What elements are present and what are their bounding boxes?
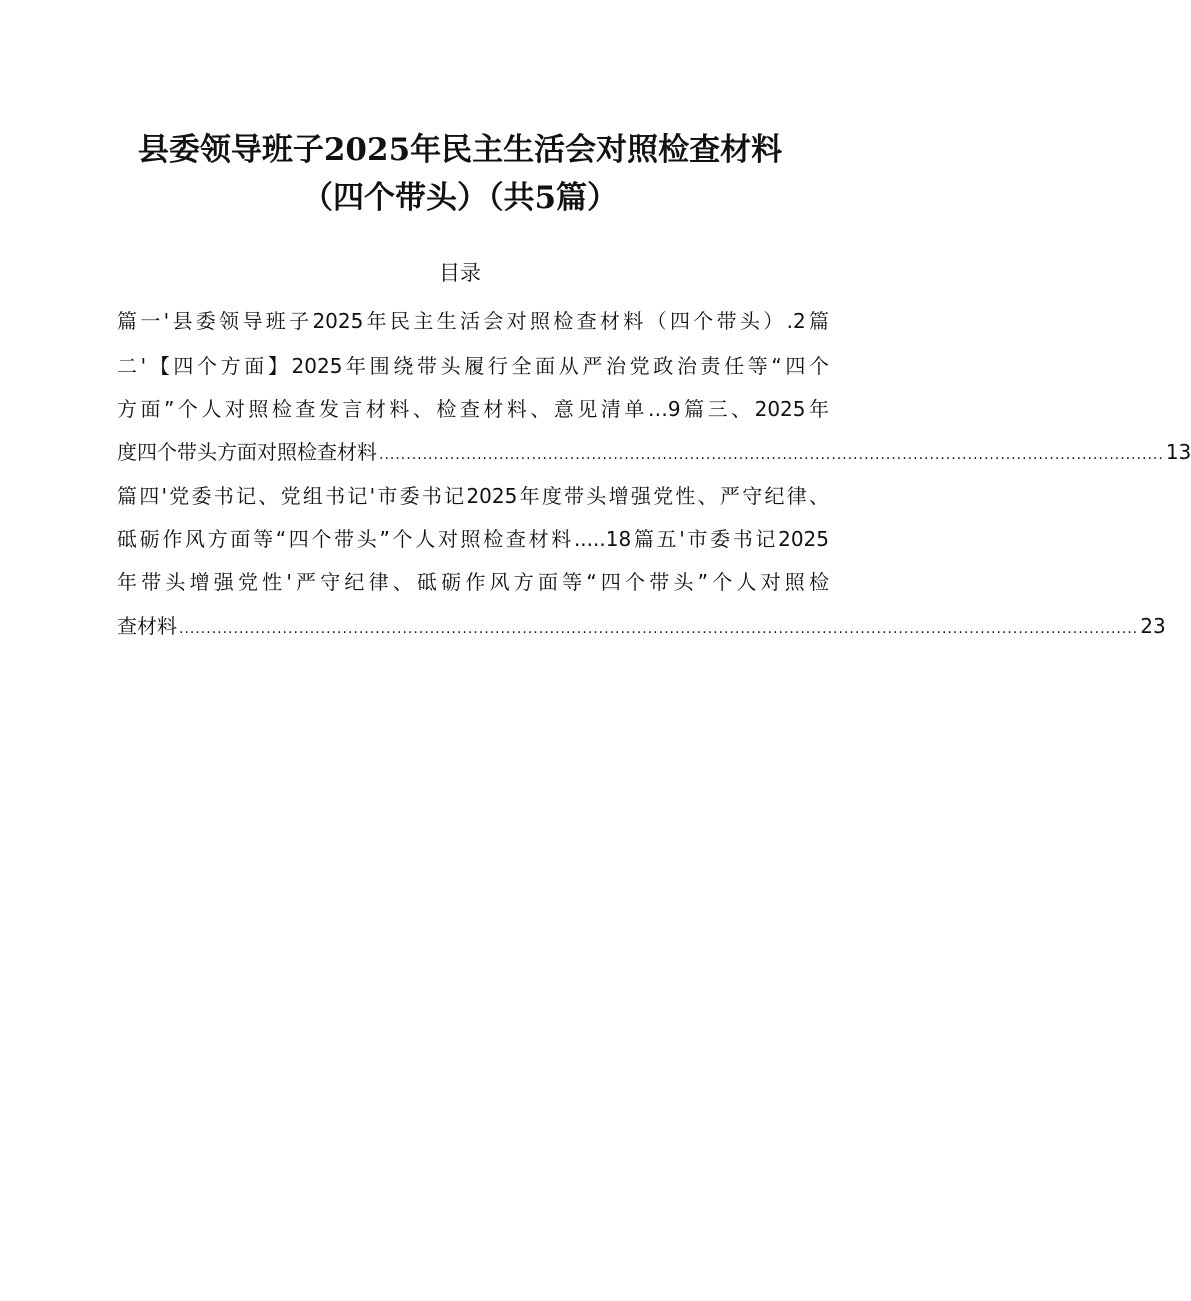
toc-page-number: 13 [1165,440,1191,464]
toc-leader-dots: ................................................................................................................................................................................ [179,621,1139,637]
document-title-line-1: 县委领导班子2025年民主生活会对照检查材料 [137,132,783,168]
toc-leader-dots: ................................................................................................................................................ [379,447,1164,463]
toc-entry-title: 度四个带头方面对照检查材料 [117,440,377,464]
toc-line: 方面”个人对照检查发言材料、检查材料、意见清单…9篇三、2025年 [117,397,829,421]
toc-entry-5[interactable] [117,611,1166,641]
toc-line: 砥砺作风方面等“四个带头”个人对照检查材料.....18篇五'市委书记2025 [117,527,829,551]
toc-line: 年带头增强党性'严守纪律、砥砺作风方面等“四个带头”个人对照检 [117,570,829,594]
toc-entry-3[interactable] [117,437,1191,467]
toc-heading: 目录 [439,261,481,285]
toc-entry-title: 查材料 [117,614,177,638]
toc-page-number: 23 [1140,614,1166,638]
toc-line: 二'【四个方面】2025年围绕带头履行全面从严治党政治责任等“四个 [117,354,829,378]
toc-line: 篇四'党委书记、党组书记'市委书记2025年度带头增强党性、严守纪律、 [117,484,829,508]
toc-line: 篇一'县委领导班子2025年民主生活会对照检查材料（四个带头）.2篇 [117,309,829,333]
document-title-line-2: （四个带头）（共5篇） [301,180,619,216]
